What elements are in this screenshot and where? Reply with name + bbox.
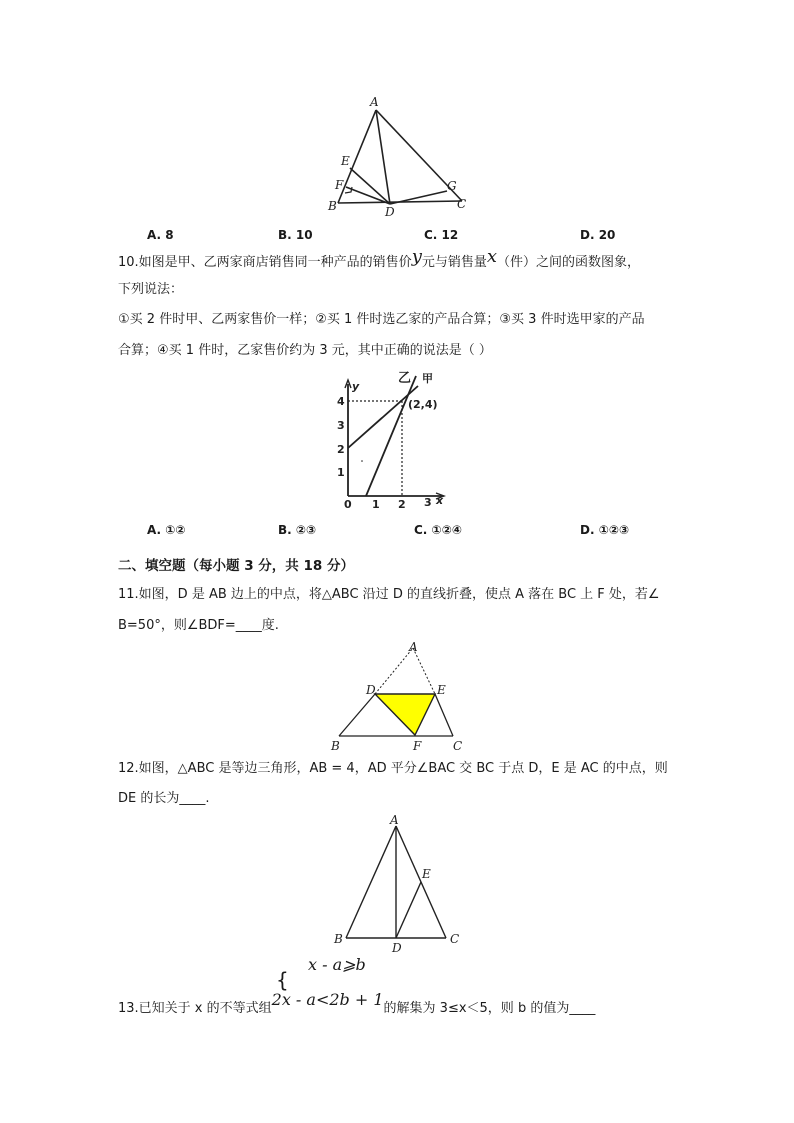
q10-line-jia-label: 甲 <box>422 372 433 385</box>
q11-line-2: B=50°，则∠BDF=____度. <box>118 618 279 633</box>
q9-label-b: B <box>328 199 337 213</box>
q10-line-2: 下列说法： <box>118 282 184 297</box>
q10-line-4: 合算；④买 1 件时，乙家售价约为 3 元，其中正确的说法是（ ） <box>118 343 492 358</box>
q9-label-e: E <box>341 154 350 168</box>
q9-label-f: F <box>335 178 344 192</box>
q9-label-d: D <box>385 205 395 219</box>
q12-line-1: 12.如图，△ABC 是等边三角形，AB = 4，AD 平分∠BAC 交 BC 于点 D，E 是 AC 的中点，则 <box>118 761 668 776</box>
q9-option-c: C. 12 <box>424 228 459 242</box>
q11-label-c: C <box>453 739 463 753</box>
q10-line-yi-label: 乙 <box>398 371 412 386</box>
q10-line1-b: 元与销售量 <box>421 255 487 270</box>
q10-line1-a: 10.如图是甲、乙两家商店销售同一种产品的销售价 <box>118 255 412 270</box>
q11-label-f: F <box>413 739 422 753</box>
q9-label-g: G <box>447 179 457 193</box>
q11-label-d: D <box>366 683 376 697</box>
q11-label-a: A <box>409 640 418 654</box>
q13-inequality-1: x - a⩾b <box>308 955 366 974</box>
q10-graph <box>330 368 460 512</box>
q10-var-y: y <box>411 246 422 267</box>
section-2-heading: 二、填空题（每小题 3 分，共 18 分） <box>118 558 354 574</box>
q9-option-b: B. 10 <box>278 228 313 242</box>
q10-x-tick-0: 0 <box>344 498 352 511</box>
q13-prefix: 13.已知关于 x 的不等式组 <box>118 1001 272 1016</box>
q10-line-3: ①买 2 件时甲、乙两家售价一样；②买 1 件时选乙家的产品合算；③买 3 件时选甲家的产品 <box>118 312 645 327</box>
q9-figure <box>320 90 480 220</box>
q10-y-tick-4: 4 <box>337 395 345 408</box>
q10-x-tick-2: 2 <box>398 498 406 511</box>
q10-option-d: D. ①②③ <box>580 523 630 537</box>
q10-option-a: A. ①② <box>147 523 186 537</box>
q10-var-x: x <box>486 246 498 267</box>
q12-figure <box>330 808 466 958</box>
q13-brace: { <box>276 968 289 992</box>
q10-x-axis-label: x <box>436 494 444 507</box>
q10-line-1 <box>118 246 641 272</box>
q10-point-label: (2,4) <box>408 398 438 411</box>
q13-line <box>118 990 596 1018</box>
q9-option-a: A. 8 <box>147 228 174 242</box>
q10-option-b: B. ②③ <box>278 523 317 537</box>
q11-figure <box>325 638 475 756</box>
q10-y-tick-3: 3 <box>337 419 345 432</box>
q9-label-a: A <box>370 95 379 109</box>
q12-label-c: C <box>450 932 460 946</box>
q10-line1-c: （件）之间的函数图象， <box>497 255 641 270</box>
q9-option-d: D. 20 <box>580 228 616 242</box>
q12-line-2: DE 的长为____. <box>118 791 210 806</box>
q10-x-tick-1: 1 <box>372 498 380 511</box>
q13-suffix: 的解集为 3≤x＜5，则 b 的值为____ <box>383 1001 596 1016</box>
q10-y-axis-label: y <box>352 380 360 393</box>
q10-y-tick-2: 2 <box>337 443 345 456</box>
q12-label-d: D <box>392 941 402 955</box>
q10-x-tick-3: 3 <box>424 496 432 509</box>
q11-label-e: E <box>437 683 446 697</box>
q11-folded-triangle <box>375 694 435 735</box>
q12-label-e: E <box>422 867 431 881</box>
q12-label-b: B <box>334 932 343 946</box>
q12-label-a: A <box>390 813 399 827</box>
q10-y-tick-1: 1 <box>337 466 345 479</box>
q13-inequality-2: 2x - a<2b + 1 <box>271 990 384 1009</box>
q10-option-c: C. ①②④ <box>414 523 463 537</box>
q11-line-1: 11.如图，D 是 AB 边上的中点，将△ABC 沿过 D 的直线折叠，使点 A 落在 BC 上 F 处，若∠ <box>118 587 660 602</box>
q9-label-c: C <box>457 197 467 211</box>
q11-label-b: B <box>331 739 340 753</box>
